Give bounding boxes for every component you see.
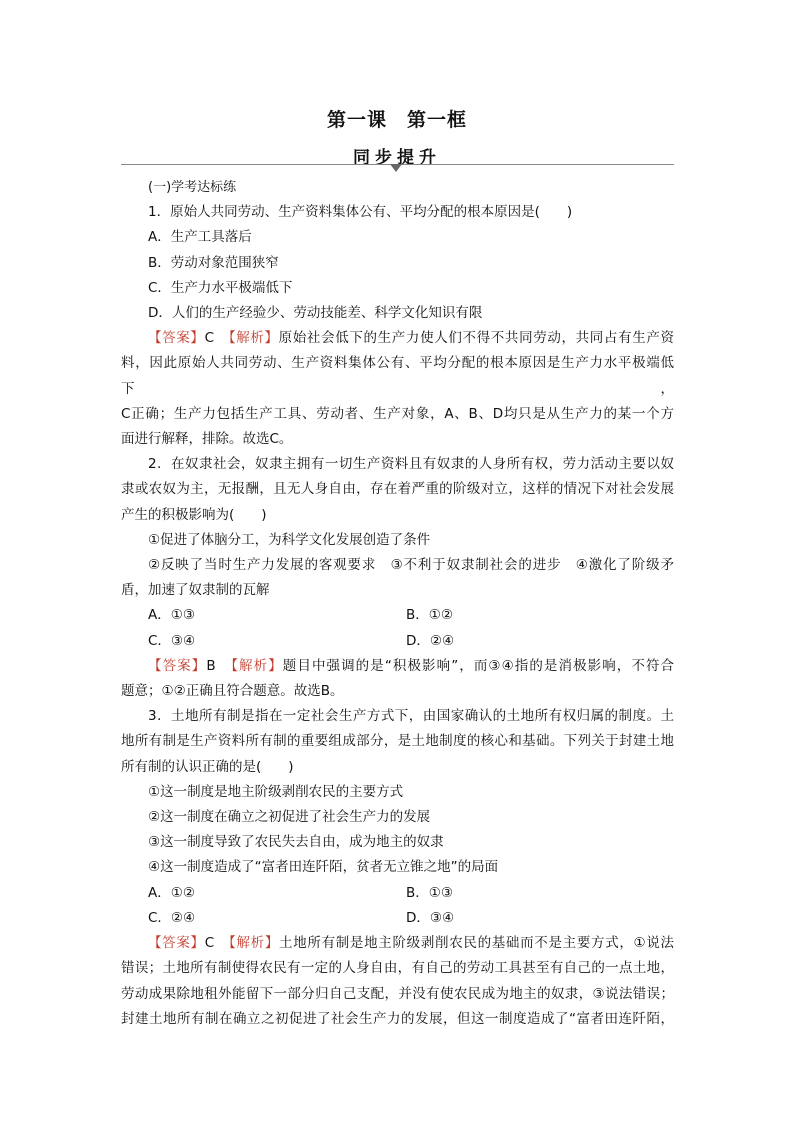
- q3-option-a: A．①②: [148, 884, 195, 901]
- q2-stem-line: 产生的积极影响为( ): [121, 506, 267, 523]
- q3-option-b: B．①③: [406, 884, 453, 901]
- q1-option-a: A．生产工具落后: [148, 229, 252, 246]
- q3-option-d: D．③④: [406, 909, 455, 926]
- q3-stem-line: 3．土地所有制是指在一定社会生产方式下，由国家确认的土地所有权归属的制度。土: [148, 708, 674, 725]
- q3-answer: C: [204, 935, 215, 952]
- q3-item: ④这一制度造成了“富者田连阡陌，贫者无立锥之地”的局面: [148, 859, 499, 876]
- answer-tag: 【答案】: [148, 657, 207, 674]
- q1-explanation-line: 料，因此原始人共同劳动、生产资料集体公有、平均分配的根本原因是生产力水平极端低下，: [121, 355, 674, 397]
- answer-tag: 【答案】: [148, 935, 205, 952]
- q1-stem: 1．原始人共同劳动、生产资料集体公有、平均分配的根本原因是( ): [148, 204, 573, 221]
- q3-explanation: 土地所有制是地主阶级剥削农民的基础而不是主要方式，①说法: [279, 935, 675, 952]
- q3-item: ③这一制度导致了农民失去自由，成为地主的奴隶: [148, 834, 444, 851]
- explanation-tag: 【解析】: [229, 935, 280, 952]
- answer-tag: 【答案】: [148, 330, 205, 347]
- q1-option-d: D．人们的生产经验少、劳动技能差、科学文化知识有限: [148, 305, 483, 322]
- q1-option-b: B．劳动对象范围狭窄: [148, 254, 279, 271]
- q3-option-c: C．②④: [148, 909, 196, 926]
- q2-option-c: C．③④: [148, 632, 196, 649]
- q1-explanation: 原始社会低下的生产力使人们不得不共同劳动，共同占有生产资: [278, 330, 675, 347]
- explanation-tag: 【解析】: [231, 657, 283, 674]
- q2-options-row: [121, 629, 674, 654]
- q3-stem-line: 地所有制是生产资料所有制的重要组成部分，是土地制度的核心和基础。下列关于封建土地: [121, 733, 674, 750]
- q3-explanation-line: [121, 931, 674, 956]
- q2-explanation: 题目中强调的是“积极影响”，而③④指的是消极影响，不符合: [282, 657, 675, 674]
- q1-explanation-line: C正确；生产力包括生产工具、劳动者、生产对象，A、B、D均只是从生产力的某一个方: [121, 405, 674, 422]
- q2-option-b: B．①②: [406, 607, 453, 624]
- q2-stem-line: 隶或农奴为主，无报酬，且无人身自由，存在着严重的阶级对立，这样的情况下对社会发展: [121, 481, 674, 498]
- q3-explanation-line: 劳动成果除地租外能留下一部分归自己支配，并没有使农民成为地主的奴隶，③说法错误；: [121, 985, 674, 1002]
- q3-item: ①这一制度是地主阶级剥削农民的主要方式: [148, 783, 404, 800]
- triangle-marker-icon: [390, 164, 402, 172]
- explanation-tag: 【解析】: [228, 330, 279, 347]
- q1-explanation-line: [121, 326, 674, 351]
- q2-options-row: [121, 603, 674, 628]
- page-subtitle: 同步提升: [353, 148, 441, 168]
- q2-explanation-line: [121, 654, 674, 679]
- q2-answer: B: [206, 657, 216, 674]
- q2-stem-line: 2．在奴隶社会，奴隶主拥有一切生产资料且有奴隶的人身所有权，劳力活动主要以奴: [148, 456, 674, 473]
- q1-option-c: C．生产力水平极端低下: [148, 279, 293, 296]
- q2-item-line: ①促进了体脑分工，为科学文化发展创造了条件: [148, 531, 431, 548]
- q2-explanation-line: 题意；①②正确且符合题意。故选B。: [121, 683, 344, 700]
- q2-option-a: A．①③: [148, 607, 195, 624]
- content: [121, 175, 674, 1032]
- q3-explanation-line: 封建土地所有制在确立之初促进了社会生产力的发展，但这一制度造成了“富者田连阡陌，: [121, 1010, 674, 1027]
- page-title: 第一课 第一框: [326, 109, 467, 131]
- q2-item-line: ②反映了当时生产力发展的客观要求 ③不利于奴隶制社会的进步 ④激化了阶级矛: [148, 557, 674, 574]
- q1-explanation-line: 面进行解释，排除。故选C。: [121, 431, 293, 448]
- q1-answer: C: [204, 330, 215, 347]
- q2-option-d: D．②④: [406, 632, 455, 649]
- q3-stem-line: 所有制的认识正确的是( ): [121, 758, 294, 775]
- q3-explanation-line: 错误；土地所有制使得农民有一定的人身自由，有自己的劳动工具甚至有自己的一点土地，: [121, 960, 674, 977]
- q3-options-row: [121, 906, 674, 931]
- section-heading: (一)学考达标练: [148, 180, 237, 195]
- q3-options-row: [121, 881, 674, 906]
- q3-item: ②这一制度在确立之初促进了社会生产力的发展: [148, 809, 431, 826]
- q2-item-line: 盾，加速了奴隶制的瓦解: [121, 582, 270, 599]
